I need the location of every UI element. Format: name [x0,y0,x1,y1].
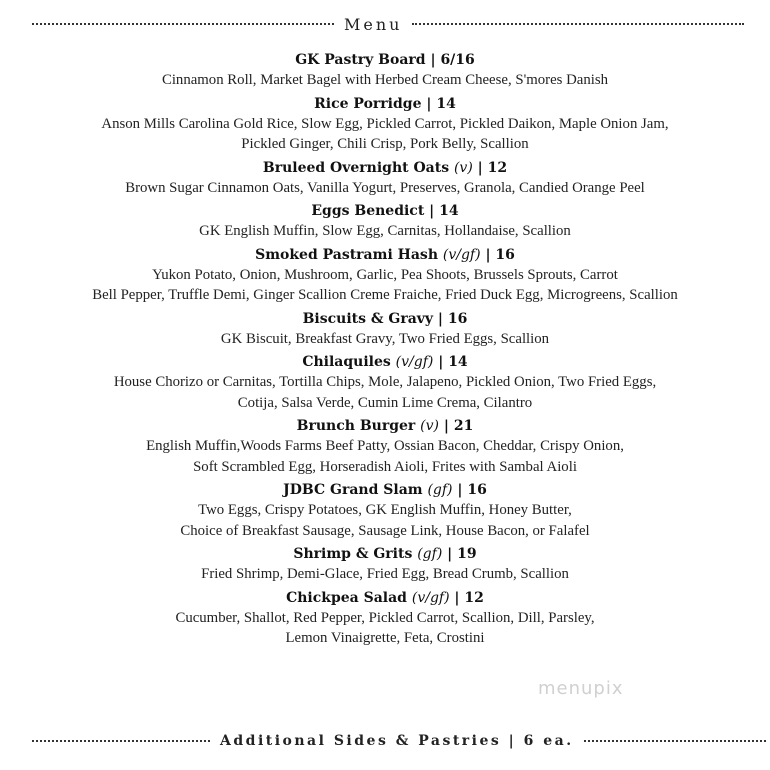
item-description: GK English Muffin, Slow Egg, Carnitas, Hollandaise, Scallion [199,223,571,239]
menu-item [0,158,770,199]
item-description: Lemon Vinaigrette, Feta, Crostini [285,630,485,646]
item-diet: (gf) [417,546,443,562]
menu-item [0,416,770,477]
item-diet: (v/gf) [442,246,481,263]
sides-header [0,731,770,751]
dotted-rule-right [584,740,766,742]
menu-item [0,245,770,306]
item-description: English Muffin,Woods Farms Beef Patty, Ossian Bacon, Cheddar, Crispy Onion, [146,438,624,454]
item-name-line: Rice Porridge | 14 [314,95,456,112]
item-description: Pickled Ginger, Chili Crisp, Pork Belly, Scallion [241,136,529,152]
item-name: Bruleed Overnight Oats [262,159,450,176]
item-name-line: Brunch Burger (v) | 21 [296,418,474,434]
menu-items [0,50,770,649]
item-name-line: JDBC Grand Slam (gf) | 16 [283,482,487,498]
item-diet: (gf) [427,482,453,498]
item-description: Bell Pepper, Truffle Demi, Ginger Scallion Creme Fraiche, Fried Duck Egg, Microgreens, Scallion [92,287,678,303]
item-description: Cinnamon Roll, Market Bagel with Herbed Cream Cheese, S'mores Danish [161,72,609,88]
item-name: Chilaquiles [302,354,391,370]
item-name-line: Smoked Pastrami Hash (v/gf) | 16 [255,246,515,263]
menu-item [0,544,770,585]
menu-item [0,94,770,155]
item-description: Cucumber, Shallot, Red Pepper, Pickled Carrot, Scallion, Dill, Parsley, [175,609,595,626]
item-description: Two Eggs, Crispy Potatoes, GK English Muffin, Honey Butter, [198,502,572,518]
menu-item [0,201,770,242]
item-name: Smoked Pastrami Hash [255,246,438,263]
item-name: Rice Porridge [314,95,422,112]
item-name: Shrimp & Grits [293,546,413,562]
dotted-rule-right [412,23,744,25]
item-diet: (v) [453,159,473,176]
item-diet: (v/gf) [411,589,450,606]
menu-item [0,480,770,541]
menu-item [0,50,770,91]
item-description: Anson Mills Carolina Gold Rice, Slow Egg, Pickled Carrot, Pickled Daikon, Maple Onion Jam, [101,115,669,132]
item-description: Fried Shrimp, Demi-Glace, Fried Egg, Bread Crumb, Scallion [201,566,569,582]
item-price: 16 [447,310,468,327]
item-price: 21 [453,418,474,434]
dotted-rule-left [32,23,334,25]
menu-item [0,309,770,350]
item-name: GK Pastry Board [295,52,426,68]
item-description: Soft Scrambled Egg, Horseradish Aioli, Frites with Sambal Aioli [193,458,577,475]
item-description: House Chorizo or Carnitas, Tortilla Chips, Mole, Jalapeno, Pickled Onion, Two Fried Eggs, [113,374,657,390]
item-price: 16 [467,482,487,498]
menu-item [0,588,770,649]
item-description: Brown Sugar Cinnamon Oats, Vanilla Yogurt, Preserves, Granola, Candied Orange Peel [125,179,645,196]
item-price: 16 [495,246,515,263]
item-name-line: GK Pastry Board | 6/16 [295,52,475,68]
item-name: Eggs Benedict [311,203,425,219]
item-name-line: Chickpea Salad (v/gf) | 12 [286,589,484,606]
item-diet: (v/gf) [395,354,434,370]
item-price: 19 [457,546,477,562]
item-name-line: Eggs Benedict | 14 [311,203,459,219]
item-price: 12 [464,589,484,606]
item-price: 14 [436,95,456,112]
dotted-rule-left [32,740,210,742]
item-name-line: Bruleed Overnight Oats (v) | 12 [262,159,508,176]
item-name-line: Biscuits & Gravy | 16 [302,310,468,327]
item-price: 14 [439,203,459,219]
menu-item [0,352,770,413]
sides-title: Additional Sides & Pastries | 6 ea. [220,733,574,749]
item-name-line: Chilaquiles (v/gf) | 14 [302,354,468,370]
item-diet: (v) [420,418,439,434]
item-name: Chickpea Salad [286,589,407,606]
item-name: Brunch Burger [296,418,416,434]
item-price: 12 [487,159,508,176]
item-description: GK Biscuit, Breakfast Gravy, Two Fried Eggs, Scallion [220,330,550,347]
item-price: 14 [448,354,468,370]
menu-title: Menu [344,14,403,34]
watermark: menupix [538,678,624,699]
item-description: Choice of Breakfast Sausage, Sausage Link, House Bacon, or Falafel [180,522,590,539]
item-price: 6/16 [440,52,475,68]
item-name-line: Shrimp & Grits (gf) | 19 [293,546,477,562]
menu-header [0,14,770,34]
item-description: Cotija, Salsa Verde, Cumin Lime Crema, Cilantro [237,394,533,411]
item-description: Yukon Potato, Onion, Mushroom, Garlic, Pea Shoots, Brussels Sprouts, Carrot [152,266,618,283]
item-name: Biscuits & Gravy [302,310,434,327]
item-name: JDBC Grand Slam [283,482,423,498]
